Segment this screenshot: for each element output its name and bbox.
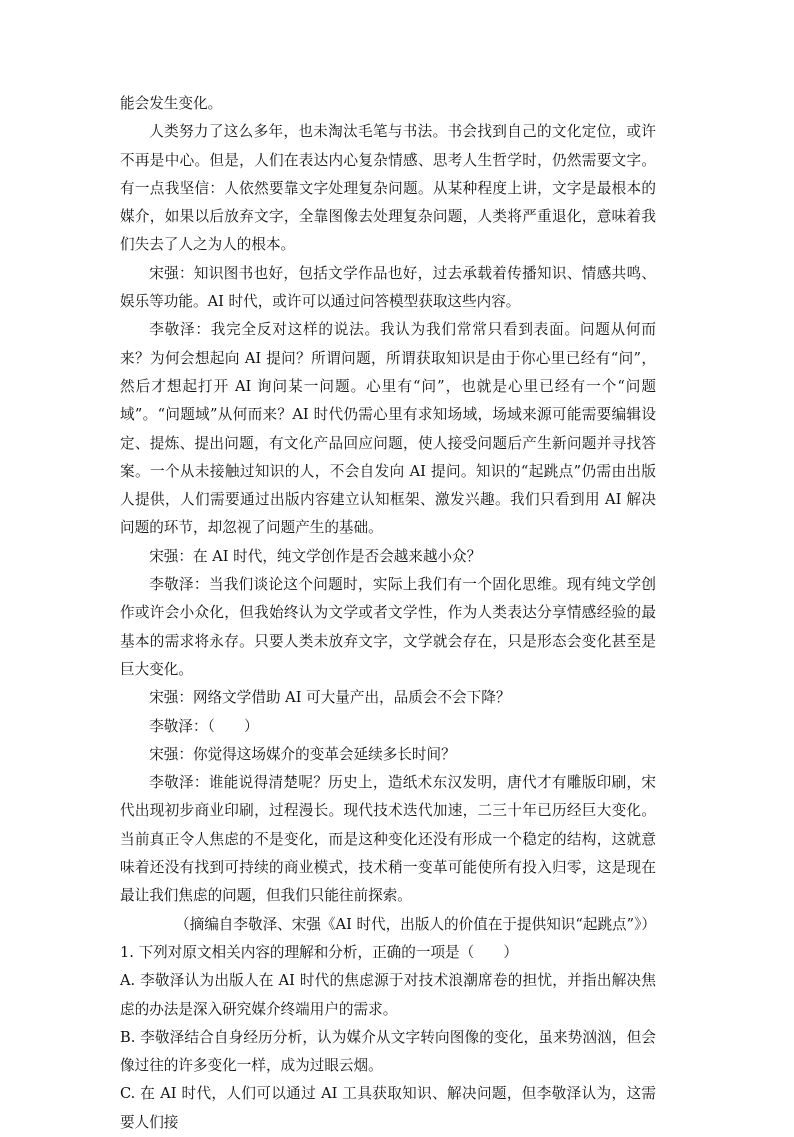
paragraph: 宋强：网络文学借助 AI 可大量产出，品质会不会下降？ <box>149 689 511 707</box>
question-stem: 1. 下列对原文相关内容的理解和分析，正确的一项是（ ） <box>120 943 519 961</box>
option-a: A. 李敬泽认为出版人在 AI 时代的焦虑源于对技术浪潮席卷的担忧，并指出解决焦虑的办法是深入研究媒介终端用户的需求。 <box>120 972 656 1018</box>
paragraph: 李敬泽：当我们谈论这个问题时，实际上我们有一个固化思维。现有纯文学创作或许会小众化，但我始终认为文学或者文学性，作为人类表达分享情感经验的最基本的需求将永存。只要人类未放弃文字，文学就会存在，只是形态会变化甚至是巨大变化。 <box>120 576 656 678</box>
source-citation: （摘编自李敬泽、宋强《AI 时代，出版人的价值在于提供知识“起跳点”》） <box>175 915 656 933</box>
paragraph: 宋强：知识图书也好，包括文学作品也好，过去承载着传播知识、情感共鸣、娱乐等功能。AI 时代，或许可以通过问答模型获取这些内容。 <box>120 264 656 311</box>
paragraph: 宋强：你觉得这场媒介的变革会延续多长时间？ <box>149 745 456 763</box>
paragraph: 李敬泽：（ ） <box>149 717 259 735</box>
paragraph: 李敬泽：我完全反对这样的说法。我认为我们常常只看到表面。问题从何而来？为何会想起向 AI 提问？所谓问题，所谓获取知识是由于你心里已经有“问”，然后才想起打开 AI 询问某一问题。心里有“问”，也就是心里已经有一个“问题域”。“问题域”从何而来？AI 时代仍需心里有求知场域，场域来源可能需要编辑设定、提炼、提出问题，有文化产品回应问题，使人接受问题后产生新问题并寻找答案。一个从未接触过知识的人，不会自发向 AI 提问。知识的“起跳点”仍需由出版人提供，人们需要通过出版内容建立认知框架、激发兴趣。我们只看到用 AI 解决问题的环节，却忽视了问题产生的基础。 <box>120 321 656 537</box>
option-b: B. 李敬泽结合自身经历分析，认为媒介从文字转向图像的变化，虽来势汹汹，但会像过往的许多变化一样，成为过眼云烟。 <box>120 1028 656 1075</box>
paragraph: 李敬泽：谁能说得清楚呢？历史上，造纸术东汉发明，唐代才有雕版印刷，宋代出现初步商业印刷，过程漫长。现代技术迭代加速，二三十年已历经巨大变化。当前真正令人焦虑的不是变化，而是这种变化还没有形成一个稳定的结构，这就意味着还没有找到可持续的商业模式，技术稍一变革可能使所有投入归零，这是现在最让我们焦虑的问题，但我们只能往前探索。 <box>120 774 656 905</box>
paragraph: 能会发生变化。 <box>120 95 223 112</box>
paragraph: 人类努力了这么多年，也未淘汰毛笔与书法。书会找到自己的文化定位，或许不再是中心。但是，人们在表达内心复杂情感、思考人生哲学时，仍然需要文字。有一点我坚信：人依然要靠文字处理复杂问题。从某种程度上讲，文字是最根本的媒介，如果以后放弃文字，全靠图像去处理复杂问题，人类将严重退化，意味着我们失去了人之为人的根本。 <box>120 123 656 254</box>
paragraph: 宋强：在 AI 时代，纯文学创作是否会越来越小众？ <box>149 547 482 565</box>
article-body <box>120 90 656 939</box>
question-block <box>120 939 656 1137</box>
option-c: C. 在 AI 时代，人们可以通过 AI 工具获取知识、解决问题，但李敬泽认为，这需要人们接 <box>120 1085 656 1131</box>
